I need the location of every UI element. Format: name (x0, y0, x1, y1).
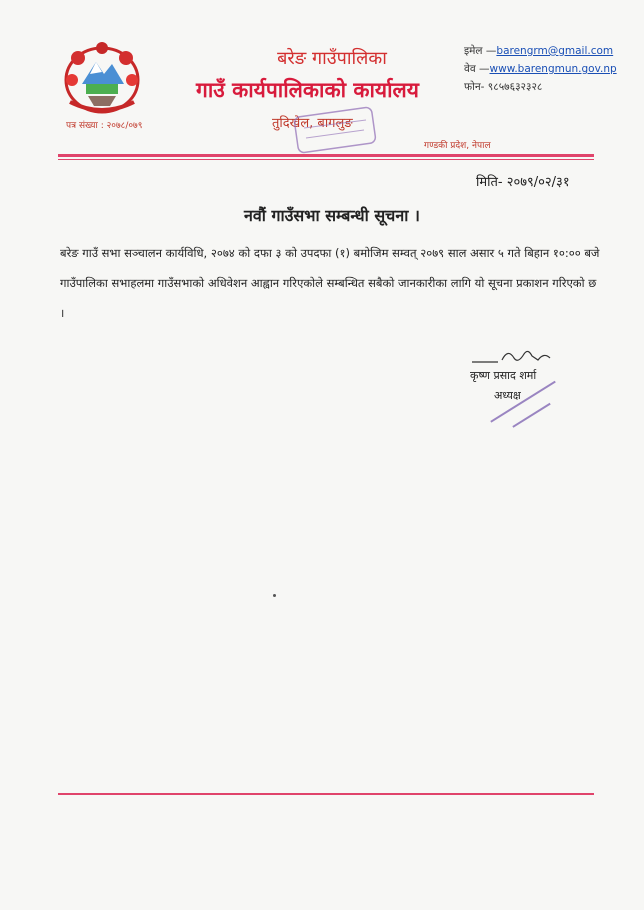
web-label: वेव — (464, 63, 490, 75)
office-name: बरेङ गाउँपालिका (277, 48, 387, 69)
email-row (464, 42, 617, 60)
web-row (464, 60, 617, 78)
website-link[interactable]: www.barengmun.gov.np (489, 63, 617, 75)
notice-subject: नवौं गाउँसभा सम्बन्धी सूचना । (244, 206, 420, 225)
footer-divider (58, 793, 594, 795)
signature-icon (468, 344, 568, 368)
scan-speck (273, 594, 276, 597)
signatory-name: कृष्ण प्रसाद शर्मा (470, 369, 537, 382)
phone-row (464, 78, 617, 96)
office-title: गाउँ कार्यपालिकाको कार्यालय (196, 78, 419, 102)
contact-block (464, 42, 617, 96)
reference-number: पत्र संख्या : २०७८/०७९ (66, 121, 143, 131)
office-stamp-icon (290, 106, 380, 154)
header-divider-thin (58, 159, 594, 160)
phone-label: फोन- (464, 81, 485, 93)
notice-date: मिति- २०७९/०२/३१ (476, 175, 570, 190)
header-divider (58, 154, 594, 157)
notice-body: बरेङ गाउँ सभा सञ्चालन कार्यविधि, २०७४ को दफा ३ को उपदफा (१) बमोजिम सम्वत् २०७९ साल असार ५ गते बिहान १०:०० बजे गाउँपालिका सभाहलमा गाउँसभाको अधिवेशन आह्वान गरिएकोले सम्बन्धित सबैको जानकारीका लागि यो सूचना प्रकाशन गरिएको छ । (60, 246, 600, 320)
phone-number: ९८५७६३२३२८ (487, 81, 543, 93)
office-address: तुदिखेल, बागलुङ (272, 116, 353, 131)
email-link[interactable]: barengrm@gmail.com (496, 45, 614, 57)
province-label: गण्डकी प्रदेश, नेपाल (424, 141, 491, 151)
signatory-title: अध्यक्ष (494, 389, 521, 402)
email-label: इमेल — (464, 45, 497, 57)
signatory-stamp-icon (474, 372, 574, 442)
